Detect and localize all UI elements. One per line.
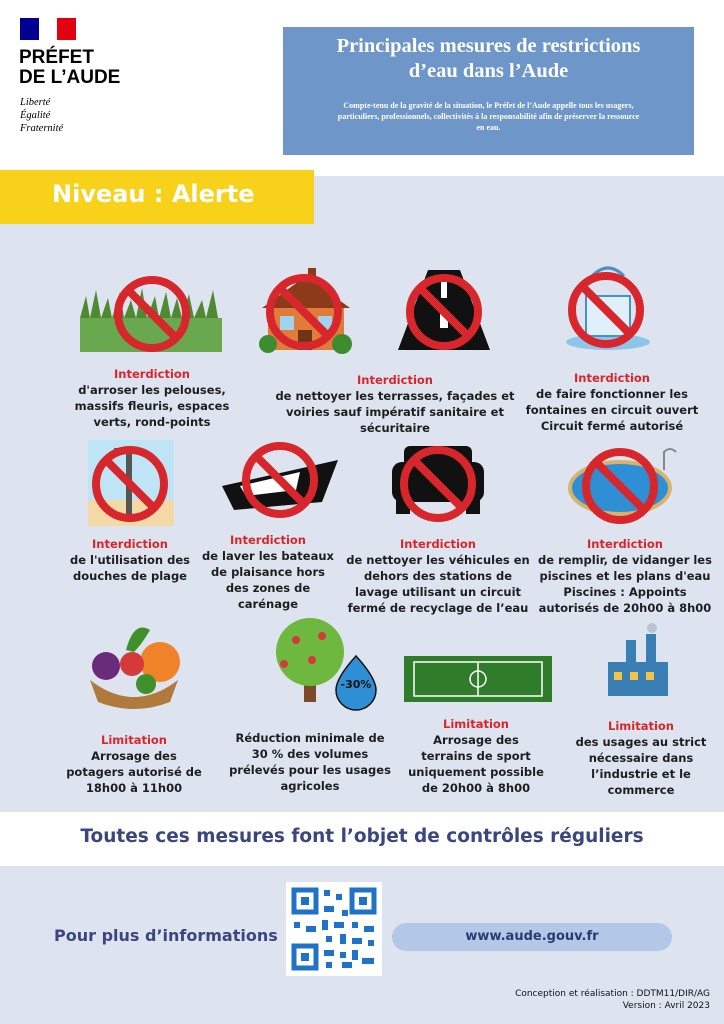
- car-icon: [392, 446, 484, 518]
- fountain-icon: [566, 268, 650, 350]
- intro-text: Compte-tenu de la gravité de la situation, le Préfet de l’Aude appelle tous les usagers, particuliers, professionnels, collectivités à la responsabilité afin de préserver la ressource en eau.: [337, 101, 640, 132]
- credits: Conception et réalisation : DDTM11/DIR/AG Version : Avril 2023: [515, 989, 710, 1011]
- page-title: Principales mesures de restrictions d’eau dans l’Aude: [336, 35, 641, 82]
- tree-icon: [276, 618, 376, 710]
- controls-notice: Toutes ces mesures font l’objet de contrôles réguliers: [80, 826, 644, 847]
- qr-code[interactable]: [286, 882, 382, 976]
- beach-shower-icon: [88, 440, 174, 526]
- level-label: Niveau : Alerte: [52, 180, 255, 208]
- controls-band: [0, 812, 724, 866]
- more-info-label: Pour plus d’informations: [54, 926, 278, 945]
- lawn-icon: [80, 280, 222, 352]
- qr-code-icon: [286, 882, 382, 976]
- pool-icon: [570, 449, 676, 520]
- boat-icon: [222, 446, 338, 514]
- website-link[interactable]: www.aude.gouv.fr: [392, 923, 672, 951]
- prefecture-name: PRÉFET DE L’AUDE: [19, 47, 121, 88]
- reduction-badge: -30%: [340, 678, 372, 691]
- house-icon: [259, 268, 352, 354]
- vegetables-icon: [90, 628, 180, 710]
- sports-field-icon: [404, 656, 552, 702]
- republic-motto: Liberté Égalité Fraternité: [20, 97, 64, 134]
- factory-icon: [608, 623, 668, 696]
- road-icon: [398, 270, 490, 350]
